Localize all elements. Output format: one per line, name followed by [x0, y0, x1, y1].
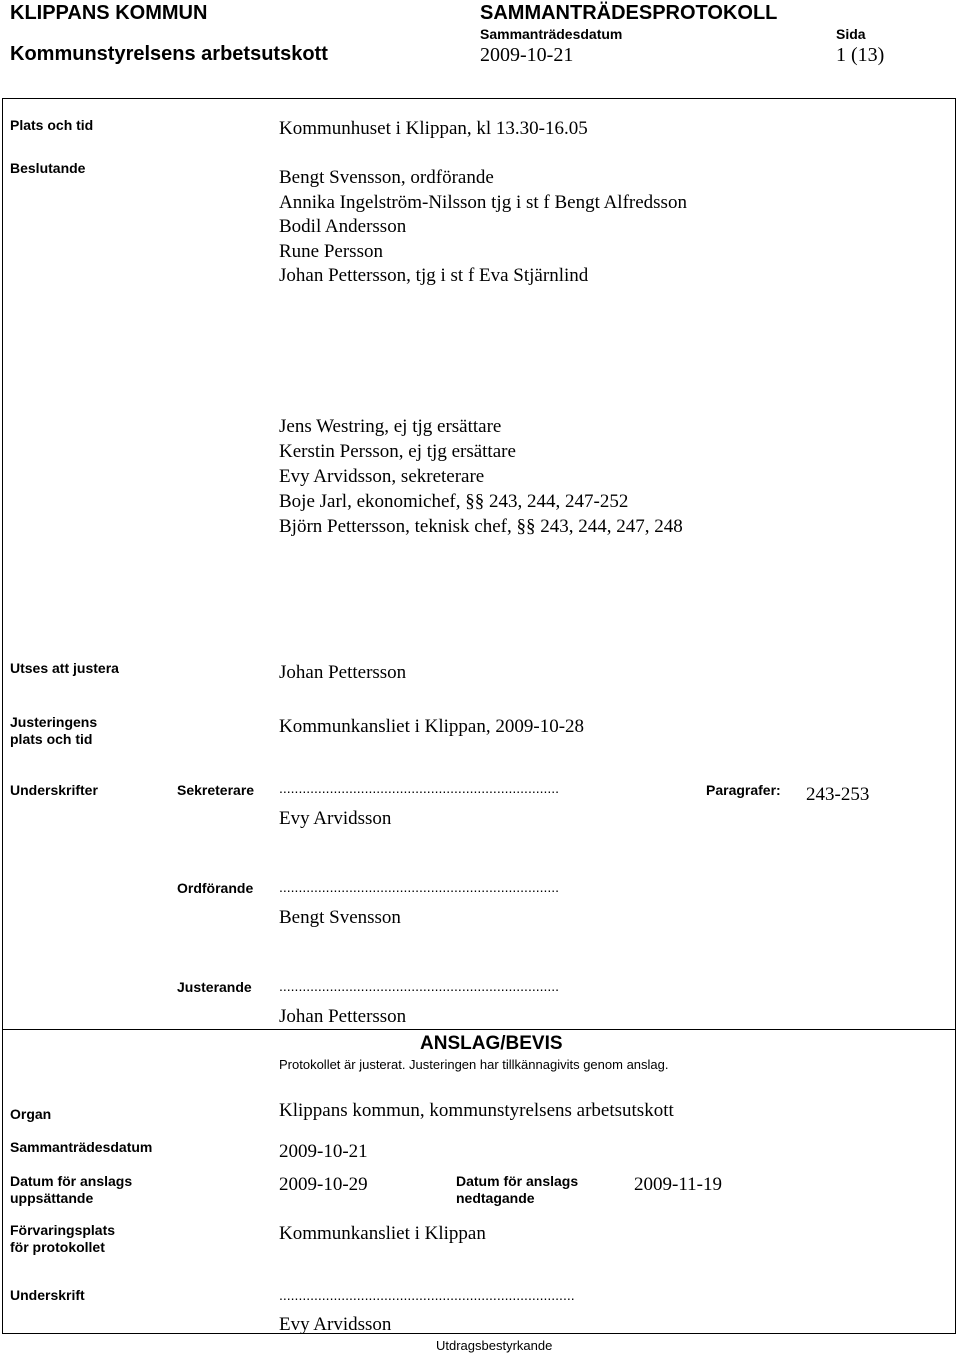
notice-date-label: Sammanträdesdatum — [10, 1139, 153, 1155]
secretary-signature-line: ........................................................................ — [279, 780, 560, 796]
removed-date-value: 2009-11-19 — [634, 1174, 722, 1195]
signatures-label: Underskrifter — [10, 782, 98, 798]
attendee: Jens Westring, ej tjg ersättare — [279, 416, 502, 437]
adjust-place-label: Justeringens plats och tid — [10, 714, 98, 747]
deciding-member: Bodil Andersson — [279, 216, 407, 238]
notice-date-value: 2009-10-21 — [279, 1141, 368, 1162]
date-label: Sammanträdesdatum — [480, 26, 623, 42]
others-present-list — [279, 414, 683, 539]
attendee: Kerstin Persson, ej tjg ersättare — [279, 441, 516, 462]
adjuster-label: Utses att justera — [10, 660, 119, 676]
attendee: Björn Pettersson, teknisk chef, §§ 243, 244, 247, 248 — [279, 516, 683, 537]
document-type: SAMMANTRÄDESPROTOKOLL — [480, 2, 778, 24]
meeting-date: 2009-10-21 — [480, 44, 574, 66]
paragraphs-label: Paragrafer: — [706, 782, 781, 798]
posted-date-label: Datum för anslags uppsättande — [10, 1173, 133, 1206]
page-number: 1 (13) — [836, 44, 885, 66]
storage-value: Kommunkansliet i Klippan — [279, 1223, 486, 1244]
notice-divider — [2, 1029, 956, 1030]
paragraphs-value: 243-253 — [806, 784, 870, 805]
deciding-label: Beslutande — [10, 160, 86, 176]
notice-text: Protokollet är justerat. Justeringen har tillkännagivits genom anslag. — [279, 1057, 669, 1072]
secretary-label: Sekreterare — [177, 782, 255, 798]
attendee: Boje Jarl, ekonomichef, §§ 243, 244, 247-252 — [279, 491, 629, 512]
signing-adjuster-name: Johan Pettersson — [279, 1006, 407, 1027]
notice-title: ANSLAG/BEVIS — [420, 1033, 563, 1054]
chair-name: Bengt Svensson — [279, 907, 401, 928]
chair-signature-line: ........................................................................ — [279, 879, 560, 895]
chair-label: Ordförande — [177, 880, 254, 896]
storage-label: Förvaringsplats för protokollet — [10, 1222, 116, 1255]
notice-signature-name: Evy Arvidsson — [279, 1314, 392, 1335]
deciding-member: Annika Ingelström-Nilsson tjg i st f Bengt Alfredsson — [279, 191, 687, 213]
signature-label: Underskrift — [10, 1287, 85, 1303]
deciding-member: Bengt Svensson, ordförande — [279, 167, 494, 188]
organ-label: Organ — [10, 1106, 52, 1122]
secretary-name: Evy Arvidsson — [279, 808, 392, 829]
deciding-member: Rune Persson — [279, 240, 383, 262]
place-value: Kommunhuset i Klippan, kl 13.30-16.05 — [279, 118, 588, 139]
adjuster-signature-line: ........................................................................ — [279, 978, 560, 994]
extract-certification-label: Utdragsbestyrkande — [436, 1338, 553, 1353]
organ-value: Klippans kommun, kommunstyrelsens arbetsutskott — [279, 1100, 674, 1121]
removed-date-label: Datum för anslags nedtagande — [456, 1173, 579, 1206]
posted-date-value: 2009-10-29 — [279, 1174, 368, 1195]
place-label: Plats och tid — [10, 117, 94, 133]
committee-name: Kommunstyrelsens arbetsutskott — [10, 43, 328, 65]
page-label: Sida — [836, 26, 866, 42]
signing-adjuster-label: Justerande — [177, 979, 252, 995]
attendee: Evy Arvidsson, sekreterare — [279, 466, 485, 487]
adjust-place-value: Kommunkansliet i Klippan, 2009-10-28 — [279, 716, 585, 737]
municipality-name: KLIPPANS KOMMUN — [10, 2, 208, 24]
adjuster-value: Johan Pettersson — [279, 662, 407, 683]
deciding-member: Johan Pettersson, tjg i st f Eva Stjärnlind — [279, 265, 589, 287]
notice-signature-line: ............................................................................ — [279, 1287, 575, 1303]
deciding-list — [279, 166, 687, 289]
